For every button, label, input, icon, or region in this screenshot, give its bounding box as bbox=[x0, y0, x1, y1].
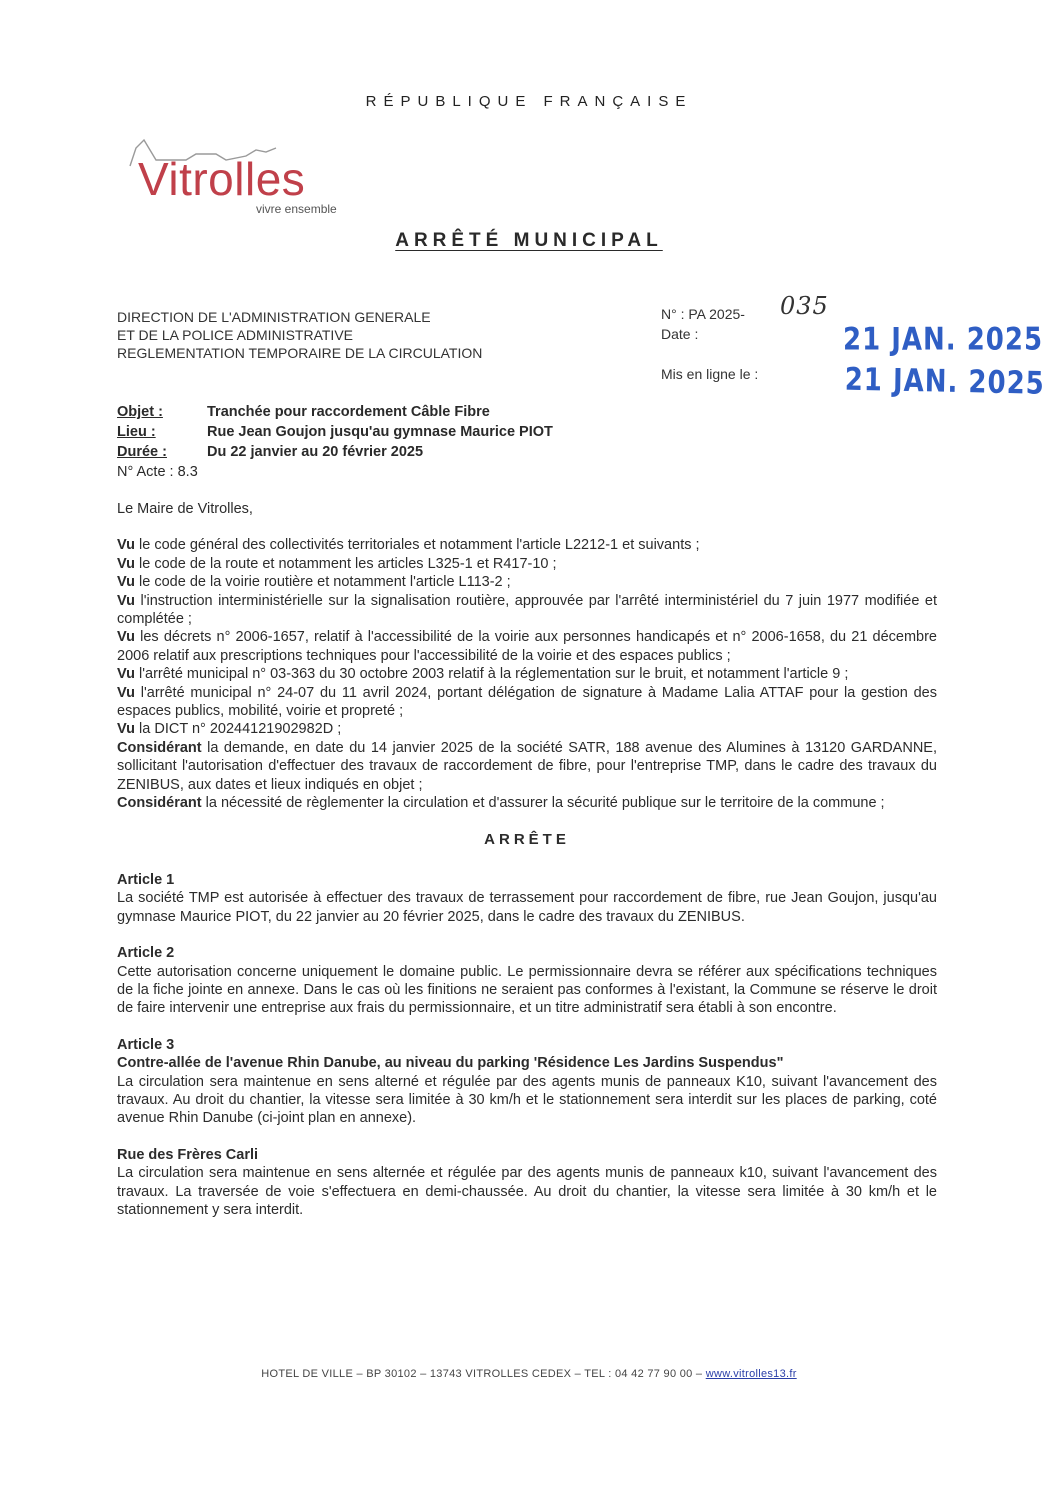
article-1-title: Article 1 bbox=[117, 871, 175, 888]
numero-label: N° : PA 2025- bbox=[661, 306, 745, 322]
vu-clause: Vu la DICT n° 20244121902982D ; bbox=[117, 721, 342, 738]
arrete-heading: ARRÊTE bbox=[484, 830, 570, 848]
republique-francaise-heading: RÉPUBLIQUE FRANÇAISE bbox=[365, 93, 693, 110]
footer-address: HOTEL DE VILLE – BP 30102 – 13743 VITROLLES CEDEX – TEL : 04 42 77 90 00 – bbox=[261, 1368, 703, 1380]
article-3-text: La circulation sera maintenue en sens alterné et régulée par des agents munis de panneaux K10, suivant l'avancement des travaux. Au droit du chantier, la vitesse sera limitée à 30 km/h et le stationnement sera interdit sur les places de parking, coté avenue Rhin Danube (ci-joint plan en annexe). bbox=[117, 1073, 937, 1127]
footer bbox=[0, 1368, 1058, 1380]
date-label: Date : bbox=[661, 326, 699, 342]
logo-tagline: vivre ensemble bbox=[256, 202, 337, 216]
document-title: ARRÊTÉ MUNICIPAL bbox=[395, 230, 663, 251]
rue-freres-carli-text: La circulation sera maintenue en sens alternée et régulée par des agents munis de panneaux k10, suivant l'avancement des travaux. La traversée de voie s'effectuera en demi-chaussée. Au droit du chantier, la vitesse sera limitée à 30 km/h et le stationnement y sera interdit. bbox=[117, 1165, 937, 1218]
article-2-text: Cette autorisation concerne uniquement le domaine public. Le permissionnaire devra se référer aux spécifications techniques de la fiche jointe en annexe. Dans le cas où les finitions ne seraient pas conformes à l'existant, la Commune se réserve le droit de faire intervenir une entreprise aux frais du permissionnaire, et un titre administratif sera établi à son encontre. bbox=[117, 963, 937, 1017]
objet-label: Objet : bbox=[117, 404, 163, 420]
maire-intro: Le Maire de Vitrolles, bbox=[117, 501, 253, 517]
online-date-stamp: 21 JAN. 2025 bbox=[844, 362, 1046, 403]
vu-clause: Vu le code de la route et notamment les articles L325-1 et R417-10 ; bbox=[117, 555, 557, 572]
vu-clause: Vu l'arrêté municipal n° 24-07 du 11 avril 2024, portant délégation de signature à Madame Lalia ATTAF pour la gestion des espaces publics, mobilité, voirie et propreté ; bbox=[117, 684, 937, 720]
article-1-text: La société TMP est autorisée à effectuer des travaux de terrassement pour raccordement de fibre, rue Jean Goujon, jusqu'au gymnase Maurice PIOT, du 22 janvier au 20 février 2025, dans le cadre des travaux du ZENIBUS. bbox=[117, 890, 937, 925]
vu-clause: Vu le code général des collectivités territoriales et notamment l'article L2212-1 et suivants ; bbox=[117, 537, 700, 554]
article-2-title: Article 2 bbox=[117, 945, 175, 962]
vu-clause: Vu l'arrêté municipal n° 03-363 du 30 octobre 2003 relatif à la réglementation sur le bruit, et notamment l'article 9 ; bbox=[117, 666, 849, 683]
en-ligne-label: Mis en ligne le : bbox=[661, 366, 759, 382]
objet-block bbox=[117, 402, 553, 482]
direction-line: REGLEMENTATION TEMPORAIRE DE LA CIRCULATION bbox=[117, 345, 483, 361]
arrete-body bbox=[117, 500, 937, 1219]
article-3-subtitle: Contre-allée de l'avenue Rhin Danube, au niveau du parking 'Résidence Les Jardins Suspendus" bbox=[117, 1055, 784, 1072]
vitrolles-logo bbox=[126, 130, 386, 220]
vu-clause: Vu l'instruction interministérielle sur la signalisation routière, approuvée par l'arrêté interministériel du 7 juin 1977 modifiée et complétée ; bbox=[117, 592, 937, 628]
vu-clause: Vu le code de la voirie routière et notamment l'article L113-2 ; bbox=[117, 574, 511, 591]
considerant-clause: Considérant la nécessité de règlementer la circulation et d'assurer la sécurité publique sur le territoire de la commune ; bbox=[117, 795, 885, 812]
direction-block bbox=[117, 308, 482, 362]
handwritten-number: 035 bbox=[780, 292, 829, 320]
objet-value: Tranchée pour raccordement Câble Fibre bbox=[207, 404, 490, 420]
reference-block bbox=[661, 304, 758, 384]
duree-value: Du 22 janvier au 20 février 2025 bbox=[207, 444, 424, 460]
acte-number: N° Acte : 8.3 bbox=[117, 464, 198, 480]
rue-freres-carli-title: Rue des Frères Carli bbox=[117, 1146, 259, 1163]
website-link[interactable]: www.vitrolles13.fr bbox=[705, 1368, 797, 1380]
duree-label: Durée : bbox=[117, 444, 167, 460]
article-3-title: Article 3 bbox=[117, 1036, 175, 1053]
vu-clause: Vu les décrets n° 2006-1657, relatif à l'accessibilité de la voirie aux personnes handicapés et n° 2006-1658, du 21 décembre 2006 relatif aux prescriptions techniques pour l'accessibilité de la voirie et des espaces publics ; bbox=[117, 629, 937, 664]
direction-line: DIRECTION DE L'ADMINISTRATION GENERALE bbox=[117, 309, 431, 325]
logo-wordmark: Vitrolles bbox=[138, 153, 306, 205]
date-stamp: 21 JAN. 2025 bbox=[843, 322, 1044, 358]
lieu-label: Lieu : bbox=[117, 424, 156, 440]
direction-line: ET DE LA POLICE ADMINISTRATIVE bbox=[117, 327, 353, 343]
lieu-value: Rue Jean Goujon jusqu'au gymnase Maurice PIOT bbox=[207, 424, 553, 440]
considerant-clause: Considérant la demande, en date du 14 janvier 2025 de la société SATR, 188 avenue des Alumines à 13120 GARDANNE, sollicitant l'autorisation d'effectuer des travaux de raccordement de fibre, pour l'entreprise TMP, dans le cadre des travaux du ZENIBUS, aux dates et lieux indiqués en objet ; bbox=[117, 739, 937, 793]
